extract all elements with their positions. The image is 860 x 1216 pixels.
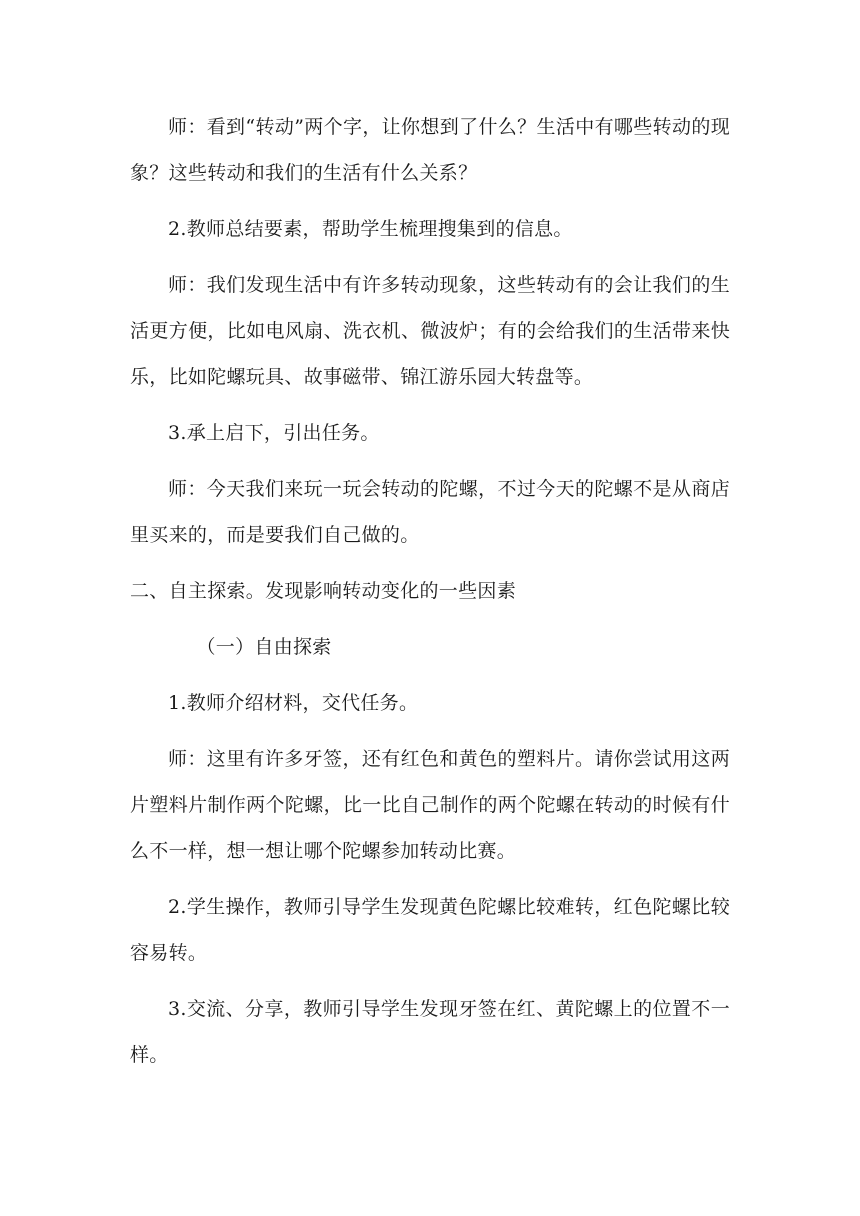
section-heading-self-exploration: 二、自主探索。发现影响转动变化的一些因素 [130, 580, 517, 602]
paragraph-step-3-transition: 3.承上启下，引出任务。 [168, 422, 380, 444]
paragraph-teacher-rotation-examples: 师：我们发现生活中有许多转动现象，这些转动有的会让我们的生活更方便，比如电风扇、洗衣机、微波炉；有的会给我们的生活带来快乐，比如陀螺玩具、故事磁带、锦江游乐园大转盘等。 [130, 274, 730, 388]
paragraph-step-2-summary: 2.教师总结要素，帮助学生梳理搜集到的信息。 [168, 218, 573, 240]
paragraph-teacher-top-task: 师：今天我们来玩一玩会转动的陀螺，不过今天的陀螺不是从商店里买来的，而是要我们自己做的。 [130, 478, 730, 546]
paragraph-step-3-share: 3.交流、分享，教师引导学生发现牙签在红、黄陀螺上的位置不一样。 [130, 998, 730, 1066]
document-page [130, 104, 730, 1078]
paragraph-step-2-student-operation: 2.学生操作，教师引导学生发现黄色陀螺比较难转，红色陀螺比较容易转。 [130, 896, 730, 964]
paragraph-teacher-question: 师：看到“转动”两个字，让你想到了什么？生活中有哪些转动的现象？这些转动和我们的生活有什么关系？ [130, 116, 730, 184]
paragraph-step-1-materials: 1.教师介绍材料，交代任务。 [168, 692, 419, 714]
paragraph-teacher-materials-instructions: 师：这里有许多牙签，还有红色和黄色的塑料片。请你尝试用这两片塑料片制作两个陀螺，比一比自己制作的两个陀螺在转动的时候有什么不一样，想一想让哪个陀螺参加转动比赛。 [130, 748, 730, 862]
subsection-heading-free-exploration: （一）自由探索 [196, 636, 332, 658]
